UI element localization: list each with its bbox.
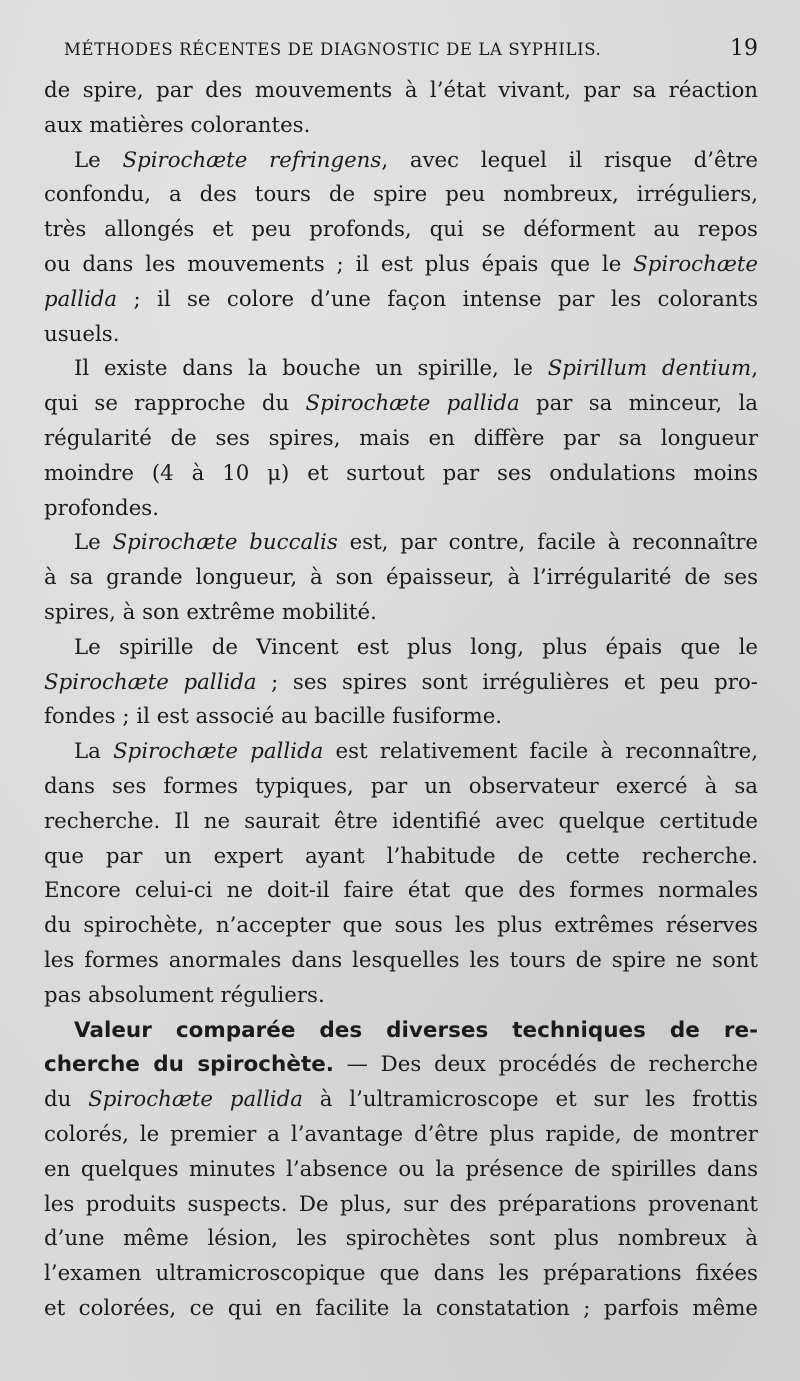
text-line — [44, 526, 758, 561]
text-line — [44, 1083, 758, 1118]
text-line — [44, 944, 758, 979]
text-line — [44, 596, 758, 631]
text-line — [44, 1188, 758, 1223]
text-segment: de spire, par des mouvements à l’état vivant, par sa réaction — [44, 78, 758, 103]
text-segment: profondes. — [44, 495, 159, 521]
body-text — [44, 74, 758, 1327]
text-line — [44, 909, 758, 944]
text-segment: La — [74, 739, 114, 765]
text-segment: par sa minceur, la — [519, 391, 758, 417]
text-segment: régularité de ses spires, mais en diffère par sa longueur — [44, 425, 758, 451]
text-segment: d’une même lésion, les spirochètes sont plus nombreux à — [44, 1226, 758, 1252]
running-title: MÉTHODES RÉCENTES DE DIAGNOSTIC DE LA SYPHILIS. — [64, 40, 602, 59]
text-segment: ; ses spires sont irrégulières et peu pro- — [256, 669, 758, 695]
text-line — [44, 109, 758, 144]
italic-species-name: pallida — [44, 286, 118, 312]
text-segment: colorés, le premier a l’avantage d’être plus rapide, de montrer — [44, 1121, 758, 1147]
text-segment: , avec lequel il risque d’être — [381, 147, 759, 173]
text-line — [44, 352, 758, 387]
text-segment: pas absolument réguliers. — [44, 982, 325, 1008]
text-line — [44, 1048, 758, 1083]
text-line — [44, 840, 758, 875]
text-line — [44, 457, 758, 492]
text-segment: aux matières colorantes. — [44, 112, 311, 138]
italic-species-name: Spirochæte pallida — [44, 669, 257, 695]
text-segment: Le — [74, 530, 113, 556]
text-line — [44, 1257, 758, 1292]
text-segment: fondes ; il est associé au bacille fusiforme. — [44, 704, 503, 730]
text-segment: les formes anormales dans lesquelles les tours de spire ne sont — [44, 947, 758, 973]
text-segment: en quelques minutes l’absence ou la présence de spirilles dans — [44, 1156, 758, 1182]
text-segment: est relativement facile à reconnaître, — [323, 739, 758, 765]
italic-species-name: Spirochæte buccalis — [112, 530, 338, 556]
text-segment: du — [44, 1087, 89, 1113]
text-segment: du spirochète, n’accepter que sous les plus extrêmes réserves — [44, 913, 758, 939]
text-line — [44, 1222, 758, 1257]
text-segment: Il existe dans la bouche un spirille, le — [74, 356, 548, 382]
text-segment: confondu, a des tours de spire peu nombreux, irréguliers, — [44, 182, 758, 208]
text-segment: dans ses formes typiques, par un observateur exercé à sa — [44, 773, 758, 799]
text-line — [44, 631, 758, 666]
text-segment: — Des deux procédés de recherche — [333, 1052, 759, 1078]
text-segment: moindre (4 à 10 μ) et surtout par ses ondulations moins — [44, 460, 758, 486]
text-line — [44, 74, 758, 109]
text-line — [44, 387, 758, 422]
text-line — [44, 805, 758, 840]
italic-species-name: Spirochæte pallida — [305, 391, 520, 417]
running-head — [64, 36, 758, 64]
text-line — [44, 492, 758, 527]
page-number: 19 — [730, 36, 758, 61]
text-segment: spires, à son extrême mobilité. — [44, 599, 377, 625]
text-segment: est, par contre, facile à reconnaître — [337, 530, 758, 556]
text-line — [44, 1153, 758, 1188]
section-heading: Valeur comparée des diverses techniques de re- — [74, 1017, 758, 1043]
text-line — [44, 1118, 758, 1153]
text-segment: et colorées, ce qui en facilite la constatation ; parfois même — [44, 1295, 758, 1321]
italic-species-name: Spirochæte pallida — [113, 739, 324, 765]
text-line — [44, 666, 758, 701]
text-line — [44, 561, 758, 596]
text-segment: , — [751, 356, 758, 382]
italic-species-name: Spirochæte pallida — [88, 1087, 303, 1113]
text-line — [44, 248, 758, 283]
text-segment: très allongés et peu profonds, qui se déforment au repos — [44, 217, 758, 243]
text-segment: Le — [74, 147, 123, 173]
text-line — [44, 144, 758, 179]
text-segment: ou dans les mouvements ; il est plus épais que le — [44, 251, 634, 277]
text-segment: ; il se colore d’une façon intense par les colorants — [117, 286, 758, 312]
text-line — [44, 283, 758, 318]
text-line — [44, 770, 758, 805]
text-segment: à l’ultramicroscope et sur les frottis — [302, 1087, 758, 1113]
italic-species-name: Spirochæte refringens — [122, 147, 382, 173]
text-line — [44, 1014, 758, 1049]
text-line — [44, 318, 758, 353]
text-line — [44, 874, 758, 909]
text-line — [44, 422, 758, 457]
text-segment: Encore celui-ci ne doit-il faire état que des formes normales — [44, 878, 758, 904]
text-line — [44, 213, 758, 248]
text-segment: recherche. Il ne saurait être identifié avec quelque certitude — [44, 808, 758, 834]
text-segment: à sa grande longueur, à son épaisseur, à l’irrégularité de ses — [44, 565, 758, 591]
text-line — [44, 1292, 758, 1327]
text-segment: les produits suspects. De plus, sur des préparations provenant — [44, 1191, 758, 1217]
text-line — [44, 979, 758, 1014]
text-line — [44, 700, 758, 735]
text-line — [44, 178, 758, 213]
italic-species-name: Spirochæte — [633, 251, 758, 277]
text-segment: que par un expert ayant l’habitude de cette recherche. — [44, 843, 758, 869]
text-segment: Le spirille de Vincent est plus long, plus épais que le — [74, 634, 758, 660]
section-heading: cherche du spirochète. — [44, 1052, 334, 1078]
text-segment: usuels. — [44, 321, 120, 347]
text-line — [44, 735, 758, 770]
italic-species-name: Spirillum dentium — [547, 356, 752, 382]
text-segment: l’examen ultramicroscopique que dans les préparations fixées — [44, 1261, 758, 1287]
text-segment: qui se rapproche du — [44, 391, 306, 417]
